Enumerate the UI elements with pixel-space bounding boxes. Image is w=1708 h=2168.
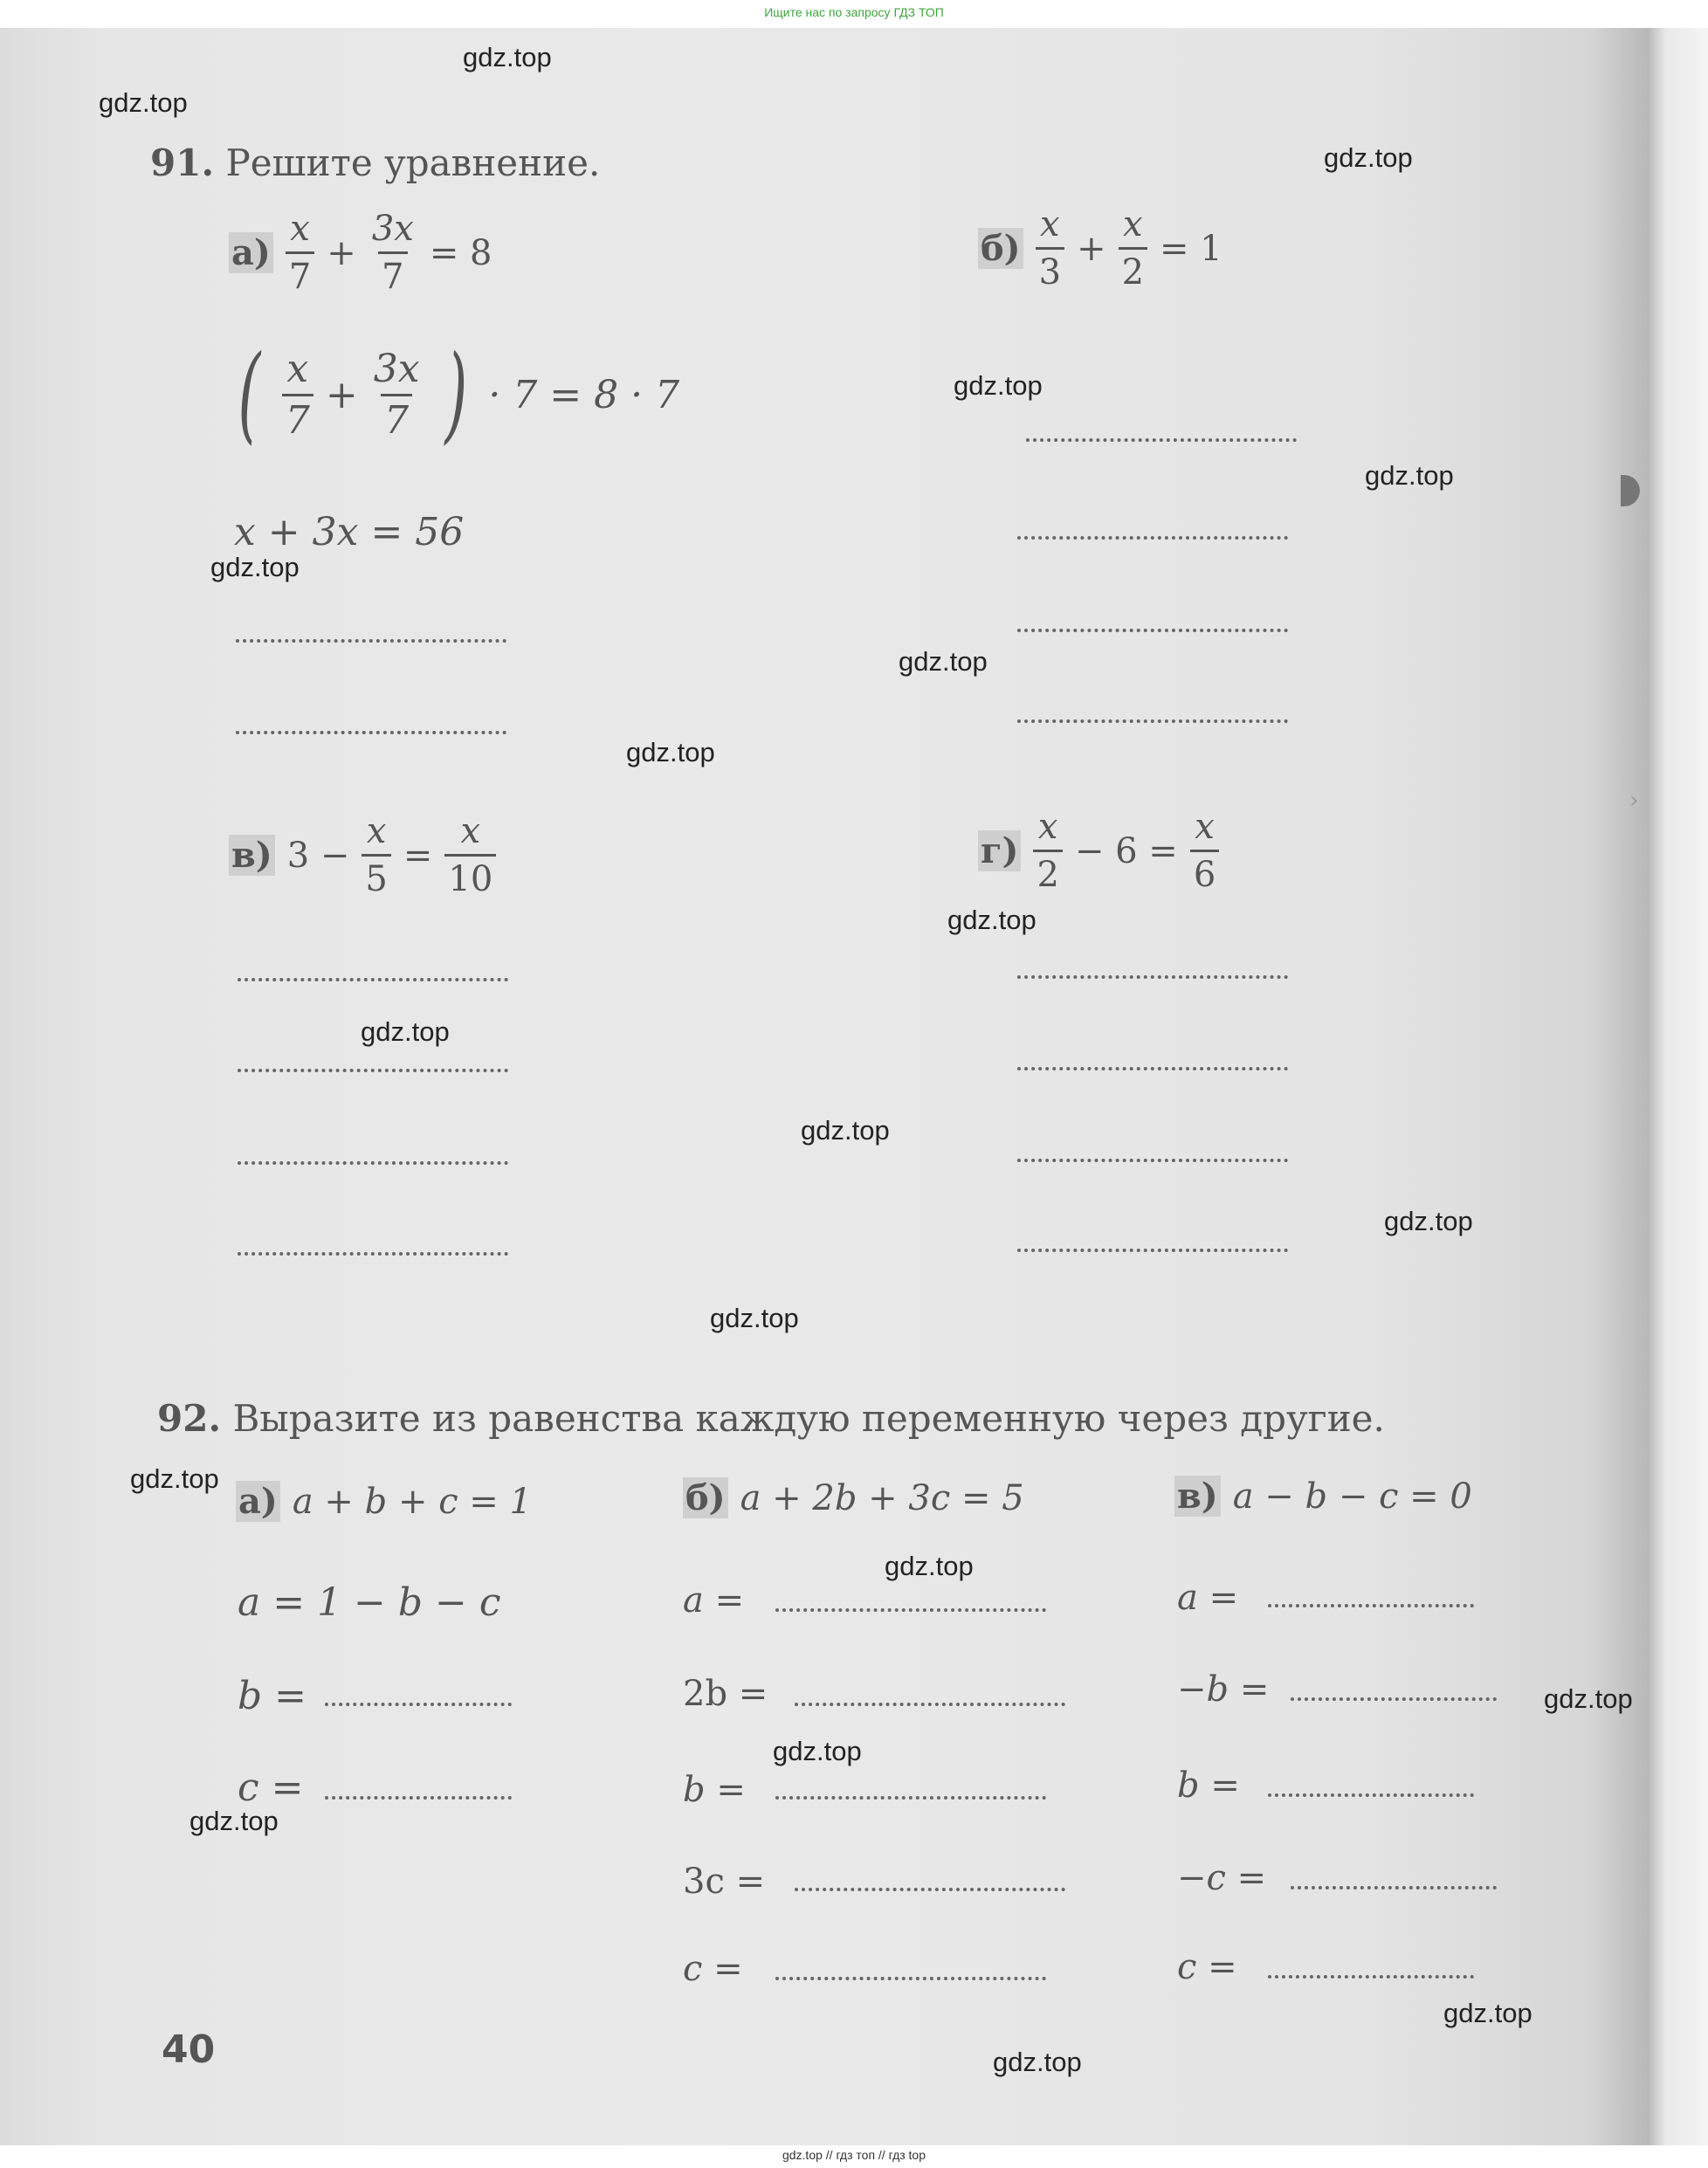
watermark: gdz.top <box>947 905 1037 935</box>
answer-line <box>1268 1604 1474 1607</box>
watermark: gdz.top <box>1384 1206 1473 1236</box>
footer-note: gdz.top // гдз топ // гдз top <box>782 2148 926 2162</box>
denominator: 10 <box>444 854 496 897</box>
operator: = <box>403 835 433 876</box>
item-label: а) <box>236 1481 280 1522</box>
answer-line <box>236 731 506 734</box>
task-92b-line2: 2b = <box>683 1674 768 1714</box>
denominator: 2 <box>1033 850 1062 892</box>
task-92v-line3: b = <box>1177 1765 1240 1806</box>
task-92v-line4: −c = <box>1177 1858 1267 1898</box>
numerator: 3x <box>373 346 420 391</box>
task-92v-equation <box>1174 1476 1472 1517</box>
task-92b-line5: c = <box>683 1949 743 1989</box>
right-side: = 8 <box>429 232 492 273</box>
answer-line <box>325 1796 512 1800</box>
numerator: x <box>1037 807 1058 847</box>
task-92v-line5: c = <box>1177 1947 1237 1987</box>
task-92b-line4: 3c = <box>683 1862 766 1902</box>
numerator: x <box>1040 204 1060 244</box>
item-label: б) <box>978 228 1023 269</box>
answer-line <box>236 639 506 643</box>
denominator: 7 <box>381 394 412 440</box>
numerator: x <box>460 811 481 851</box>
answer-line <box>1291 1886 1497 1889</box>
task-92-heading <box>157 1397 1385 1440</box>
margin-bullet <box>1621 475 1640 506</box>
task-91v-equation <box>229 811 496 899</box>
item-label: г) <box>978 830 1021 871</box>
operator: + <box>1077 228 1106 269</box>
task-91a-equation <box>229 209 492 297</box>
watermark: gdz.top <box>130 1463 219 1494</box>
denominator: 7 <box>378 251 407 294</box>
numerator: x <box>366 811 387 851</box>
equation-text: a + 2b + 3c = 5 <box>740 1477 1024 1518</box>
watermark: gdz.top <box>626 737 715 767</box>
answer-line <box>238 1161 508 1165</box>
task-91-heading <box>150 141 600 184</box>
answer-line <box>1017 1067 1288 1070</box>
task-title: Выразите из равенства каждую переменную через другие. <box>232 1397 1385 1440</box>
watermark: gdz.top <box>954 370 1043 401</box>
numerator: 3x <box>371 209 414 249</box>
task-number: 91. <box>150 141 215 184</box>
task-92a-line1: a = 1 − b − c <box>238 1580 501 1625</box>
item-label: в) <box>1174 1476 1221 1517</box>
answer-line <box>1017 719 1288 723</box>
watermark: gdz.top <box>189 1806 279 1836</box>
answer-line <box>1017 975 1288 979</box>
numerator: x <box>290 209 310 249</box>
watermark: gdz.top <box>993 2047 1082 2077</box>
task-92b-equation <box>683 1477 1024 1518</box>
task-92a-line2: b = <box>238 1674 307 1718</box>
denominator: 6 <box>1190 850 1219 892</box>
task-91a-step1 <box>229 334 680 455</box>
watermark: gdz.top <box>1443 1998 1532 2028</box>
numerator: x <box>1195 807 1215 847</box>
watermark: gdz.top <box>1324 142 1413 173</box>
item-label: а) <box>229 232 273 273</box>
page-number: 40 <box>162 2027 216 2072</box>
watermark: gdz.top <box>773 1736 862 1766</box>
watermark: gdz.top <box>99 87 188 118</box>
task-92a-line3: c = <box>238 1765 304 1810</box>
answer-line <box>795 1888 1065 1891</box>
answer-line <box>238 1069 508 1072</box>
task-92v-line2: −b = <box>1177 1669 1270 1710</box>
answer-line <box>1291 1697 1497 1701</box>
denominator: 2 <box>1119 247 1147 290</box>
denominator: 5 <box>362 854 390 897</box>
task-92v-line1: a = <box>1177 1578 1239 1618</box>
right-side: = 1 <box>1160 228 1222 269</box>
answer-line <box>1026 438 1297 442</box>
operator: + <box>325 372 358 417</box>
task-91a-step2: x + 3x = 56 <box>234 510 465 554</box>
answer-line <box>795 1703 1065 1706</box>
denominator: 7 <box>286 251 314 294</box>
operator: + <box>327 232 356 273</box>
answer-line <box>775 1796 1046 1800</box>
answer-line <box>325 1703 512 1706</box>
answer-line <box>1017 536 1288 540</box>
step-rest: · 7 = 8 · 7 <box>488 372 680 417</box>
left-side: 3 − <box>286 835 350 876</box>
watermark: gdz.top <box>463 42 552 72</box>
task-number: 92. <box>157 1397 222 1440</box>
margin-arrow-icon: › <box>1629 788 1639 814</box>
task-92a-equation <box>236 1481 532 1522</box>
watermark: gdz.top <box>899 646 988 677</box>
watermark: gdz.top <box>210 552 300 582</box>
equation-text: a − b − c = 0 <box>1232 1476 1472 1517</box>
header-note: Ищите нас по запросу ГДЗ ТОП <box>764 5 944 19</box>
answer-line <box>775 1977 1046 1980</box>
task-92b-line1: a = <box>683 1580 745 1621</box>
answer-line <box>1268 1975 1474 1979</box>
left-paren: ( <box>238 334 261 455</box>
answer-line <box>1268 1793 1474 1797</box>
equation-text: a + b + c = 1 <box>292 1481 532 1522</box>
answer-line <box>1017 1249 1288 1252</box>
watermark: gdz.top <box>1365 460 1454 491</box>
item-label: в) <box>229 835 275 876</box>
denominator: 7 <box>282 394 313 440</box>
watermark: gdz.top <box>710 1303 799 1333</box>
task-91g-equation <box>978 807 1219 895</box>
answer-line <box>1017 629 1288 632</box>
watermark: gdz.top <box>1544 1683 1633 1714</box>
answer-line <box>1017 1159 1288 1162</box>
right-paren: ) <box>444 334 467 455</box>
watermark: gdz.top <box>801 1115 890 1146</box>
item-label: б) <box>683 1477 728 1518</box>
numerator: x <box>286 346 309 391</box>
answer-line <box>775 1608 1046 1612</box>
operator: − 6 = <box>1074 830 1178 871</box>
watermark: gdz.top <box>885 1551 974 1581</box>
denominator: 3 <box>1036 247 1064 290</box>
task-92b-line3: b = <box>683 1770 746 1810</box>
task-title: Решите уравнение. <box>225 141 601 184</box>
answer-line <box>238 1252 508 1256</box>
numerator: x <box>1123 204 1143 244</box>
task-91b-equation <box>978 204 1222 293</box>
answer-line <box>238 978 508 981</box>
watermark: gdz.top <box>361 1016 450 1047</box>
